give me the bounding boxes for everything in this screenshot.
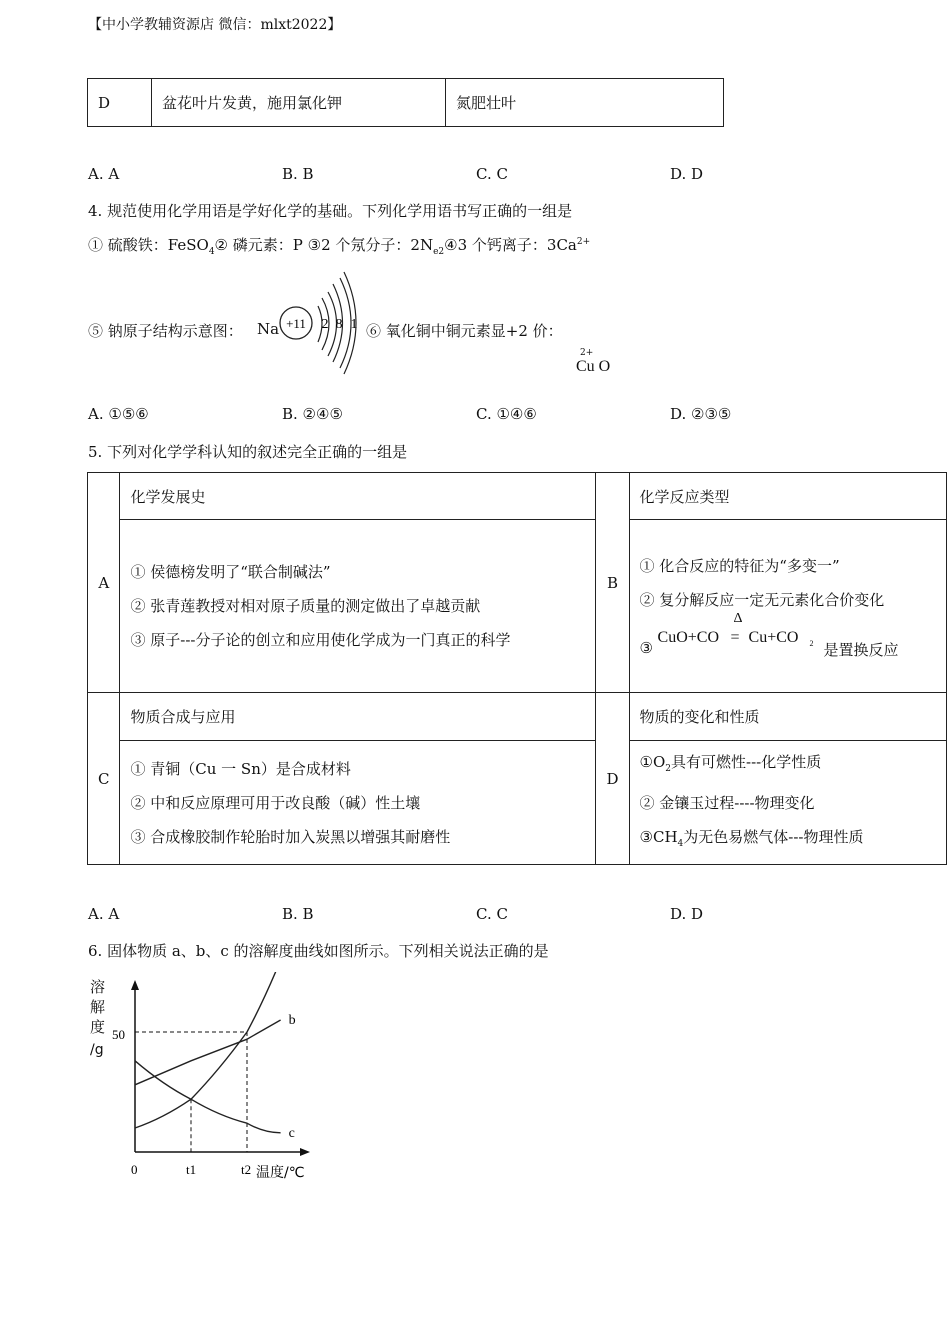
q3-option-a[interactable]: A. A <box>88 165 120 183</box>
q5-c-title: 物质合成与应用 <box>120 693 596 741</box>
ylabel-unit: /g <box>90 1042 104 1058</box>
shell-3-count: 1 <box>350 317 358 332</box>
q5-a-item-3: ③ 原子---分子论的创立和应用使化学成为一门真正的科学 <box>130 631 511 649</box>
q5-option-d[interactable]: D. D <box>670 905 704 923</box>
equation-left: CuO+CO <box>657 629 719 646</box>
curve-label-c: c <box>288 1125 295 1141</box>
ylabel-char-1: 溶 <box>90 978 106 996</box>
y-tick-50: 50 <box>112 1027 125 1042</box>
curve-a <box>135 972 281 1128</box>
q5-b-item-2: ② 复分解反应一定无元素化合价变化 <box>639 591 885 609</box>
q4-item6-label: ⑥ 氧化铜中铜元素显+2 价： <box>366 322 563 340</box>
curve-label-b: b <box>288 1013 296 1028</box>
shell-1-count: 2 <box>321 317 329 332</box>
ylabel-char-2: 解 <box>90 998 106 1016</box>
q4-option-a[interactable]: A. ①⑤⑥ <box>88 405 149 423</box>
q4-line1 <box>88 234 590 257</box>
equation-right: Cu+CO <box>748 629 799 646</box>
q5-option-c[interactable]: C. C <box>476 905 508 923</box>
q5-stem: 5. 下列对化学学科认知的叙述完全正确的一组是 <box>88 443 408 461</box>
q4-stem: 4. 规范使用化学用语是学好化学的基础。下列化学用语书写正确的一组是 <box>88 202 573 220</box>
q5-b-item-1: ① 化合反应的特征为“多变一” <box>639 557 840 575</box>
q5-b-item-3: ③ CuO+CO Δ = Cu+CO 2 是置换反应 <box>639 611 899 659</box>
page-header: 【中小学教辅资源店 微信：mlxt2022】 <box>88 17 342 33</box>
q5-b-title: 化学反应类型 <box>629 473 946 520</box>
q5-cell-b-letter: B <box>596 473 629 693</box>
q5-b-item3-suffix: 是置换反应 <box>823 641 899 659</box>
q4-item5-label: ⑤ 钠原子结构示意图： <box>88 322 243 340</box>
nucleus-charge: +11 <box>286 316 306 331</box>
q5-d-item-2: ② 金镶玉过程----物理变化 <box>639 793 815 812</box>
solubility-chart <box>85 972 325 1187</box>
q6-stem: 6. 固体物质 a、b、c 的溶解度曲线如图所示。下列相关说法正确的是 <box>88 942 549 960</box>
q4-item4-sup: 2+ <box>576 237 591 247</box>
q5-a-item-2: ② 张青莲教授对相对原子质量的测定做出了卓越贡献 <box>130 597 481 615</box>
q3-table-row-d <box>87 78 724 127</box>
q3-option-d[interactable]: D. D <box>670 165 704 183</box>
curve-c <box>135 1061 281 1133</box>
q4-item2: ② 磷元素：P <box>214 236 303 254</box>
q3-option-c[interactable]: C. C <box>476 165 508 183</box>
x-tick-t1: t1 <box>186 1162 197 1177</box>
q4-option-c[interactable]: C. ①④⑥ <box>476 405 537 423</box>
sodium-atom-diagram <box>276 270 366 380</box>
q3-row-event: 盆花叶片发黄，施用氯化钾 <box>152 79 446 127</box>
q4-item1-sub: 4 <box>208 247 215 257</box>
q3-option-b[interactable]: B. B <box>282 165 314 183</box>
q5-c-item-2: ② 中和反应原理可用于改良酸（碱）性土壤 <box>130 793 421 812</box>
q5-a-title: 化学发展史 <box>120 473 596 520</box>
q4-item4: ④3 个钙离子：3Ca <box>444 236 577 254</box>
q4-option-d[interactable]: D. ②③⑤ <box>670 405 732 423</box>
q4-item3-sub: e2 <box>433 247 445 257</box>
q5-c-items <box>120 741 596 865</box>
q5-d-items <box>629 741 946 865</box>
y-axis-arrow <box>131 980 139 990</box>
atom-symbol: Na <box>257 320 280 338</box>
q4-option-b[interactable]: B. ②④⑤ <box>282 405 343 423</box>
equation-subscript: 2 <box>809 639 814 648</box>
equation-delta: Δ <box>733 611 743 626</box>
x-tick-0: 0 <box>131 1162 138 1177</box>
q5-d-item-1: $①O_2$具有可燃性---化学性质 <box>639 752 822 774</box>
x-axis-label: 温度/℃ <box>256 1165 305 1181</box>
q5-d-title: 物质的变化和性质 <box>629 693 946 741</box>
q4-item3: ③2 个氖分子：2N <box>307 236 434 254</box>
q5-cell-c-letter: C <box>88 693 120 865</box>
q5-b-item3-prefix: ③ <box>639 639 653 657</box>
q3-row-reason: 氮肥壮叶 <box>446 79 724 127</box>
cuo-charge: 2+ <box>580 348 594 358</box>
q5-cell-a-letter: A <box>88 473 120 693</box>
q5-option-b[interactable]: B. B <box>282 905 314 923</box>
q5-c-item-3: ③ 合成橡胶制作轮胎时加入炭黑以增强其耐磨性 <box>130 827 451 846</box>
q5-table <box>87 472 947 865</box>
x-axis-arrow <box>300 1148 310 1156</box>
q5-b-items <box>629 520 946 693</box>
q4-item1: ① 硫酸铁：FeSO <box>88 236 209 254</box>
q5-a-item-1: ① 侯德榜发明了“联合制碱法” <box>130 563 331 581</box>
ylabel-char-3: 度 <box>90 1018 106 1036</box>
q3-row-letter: D <box>88 79 152 127</box>
x-tick-t2: t2 <box>241 1162 252 1177</box>
shell-2-count: 8 <box>335 317 343 332</box>
q5-d-item-3: $③CH_4$为无色易燃气体---物理性质 <box>639 827 864 849</box>
q5-option-a[interactable]: A. A <box>88 905 120 923</box>
q5-cell-d-letter: D <box>596 693 629 865</box>
q5-a-items <box>120 520 596 693</box>
q5-c-item-1: ① 青铜（Cu 一 Sn）是合成材料 <box>130 759 351 778</box>
curve-b <box>135 1020 281 1085</box>
cuo-formula: Cu O <box>576 358 611 375</box>
